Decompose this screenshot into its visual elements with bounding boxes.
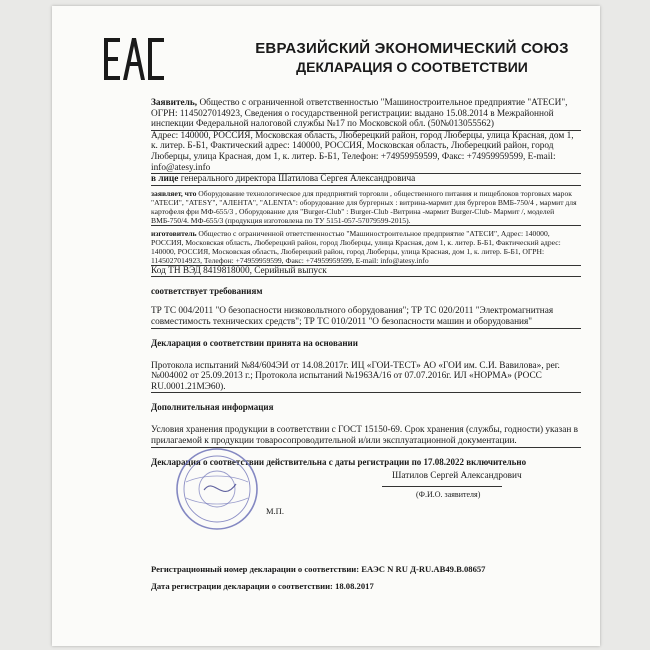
signatory-caption: (Ф.И.О. заявителя) [416,490,481,499]
union-title: ЕВРАЗИЙСКИЙ ЭКОНОМИЧЕСКИЙ СОЮЗ [255,40,569,57]
basis-text: Протокола испытаний №84/604ЭИ от 14.08.2017г. ИЦ «ГОИ-ТЕСТ» АО «ГОИ им. С.И. Вавилова», рег. №004002 от 25.09.2013 г.; Протокола испытаний №1963А/16 от 07.07.2016г. ИЛ «НОРМА» (РОСС RU.0001.21МЭ60). [151,360,560,392]
document-header [102,36,602,88]
eac-logo-icon [102,36,172,84]
validity-text: Декларация о соответствии действительна с даты регистрации по 17.08.2022 включительно [151,456,527,467]
registration-date: Дата регистрации декларации о соответствии: 18.08.2017 [151,581,374,591]
requirements-text: ТР ТС 004/2011 "О безопасности низковольтного оборудования"; ТР ТС 020/2011 "Электромагнитная совместимость технических средств"; ТР ТС 010/2011 "О безопасности машин и оборудования" [151,306,554,327]
hs-code: Код ТН ВЭД 8419818000, Серийный выпуск [151,265,327,276]
additional-heading: Дополнительная информация [151,402,274,413]
manufacturer-section: изготовитель Общество с ограниченной ответственностью "Машиностроительное предприятие "АТЕСИ", Адрес: 140000, РОССИЯ, Московская область, Люберецкий район, город Люберцы, улица Красная, дом 1, к. литер. Б-Б1, Фактический адрес: 140000, РОССИЯ, Московская область, Люберецкий район, город Люберцы, улица Красная, дом 1, к. литер. Б-Б1, ОГРН: 1145027014923, Телефон: +74959959599, Факс: +74959959599, E-mail: info@atesy.info [151,228,561,265]
stamp-label: М.П. [266,506,284,516]
additional-text: Условия хранения продукции в соответствии с ГОСТ 15150-69. Срок хранения (службы, годности) указан в прилагаемой к продукции товаросопроводительной и/или эксплуатационной документации. [151,425,579,446]
representative-section: в лице генерального директора Шатилова Сергея Александровича [151,174,416,185]
company-stamp [174,446,260,532]
registration-number: Регистрационный номер декларации о соответствии: ЕАЭС N RU Д-RU.АВ49.В.08657 [151,564,486,574]
document-body [151,98,581,477]
signature-line [382,486,502,487]
applicant-address: Адрес: 140000, РОССИЯ, Московская область, Люберецкий район, город Люберцы, улица Красная, дом 1, к. литер. Б-Б1, Фактический адрес: 140000, РОССИЯ, Московская область, Люберецкий район, город Люберцы, улица Красная, дом 1, к. литер. Б-Б1, Телефон: +74959959599, Факс: +74959959599, E-mail: info@atesy.info [151,130,574,173]
signatory-name: Шатилов Сергей Александрович [392,471,522,481]
basis-heading: Декларация о соответствии принята на основании [151,337,358,348]
document-page [52,6,600,646]
declaration-title: ДЕКЛАРАЦИЯ О СООТВЕТСТВИИ [296,59,528,75]
declares-section: заявляет, что Оборудование технологическое для предприятий торговли , общественного питания и пищеблоков торговых марок "АТЕСИ", "ATESY", "АЛЕНТА", "ALENTA": оборудование для бургерных : витрина-мармит для бургеров ВМБ-750/4 , мармит для картофеля фри МФ-655/3 , Оборудование для "Burger-Club" : Burger-Club -Витрина -мармит Burger-Club- Мармит /, моделей ВМБ-750/4. МФ-655/3 (продукция изготовлена по ТУ 5151-057-57079599-2015). [151,188,577,225]
applicant-section: Заявитель, Общество с ограниченной ответственностью "Машиностроительное предприятие "АТЕСИ", ОГРН: 1145027014923, Сведения о государственной регистрации: выдано 15.08.2014 в Межрайонной инспекции Федеральной налоговой службы №17 по Московской обл. (50№013055562) [151,98,568,130]
requirements-heading: соответствует требованиям [151,286,263,297]
